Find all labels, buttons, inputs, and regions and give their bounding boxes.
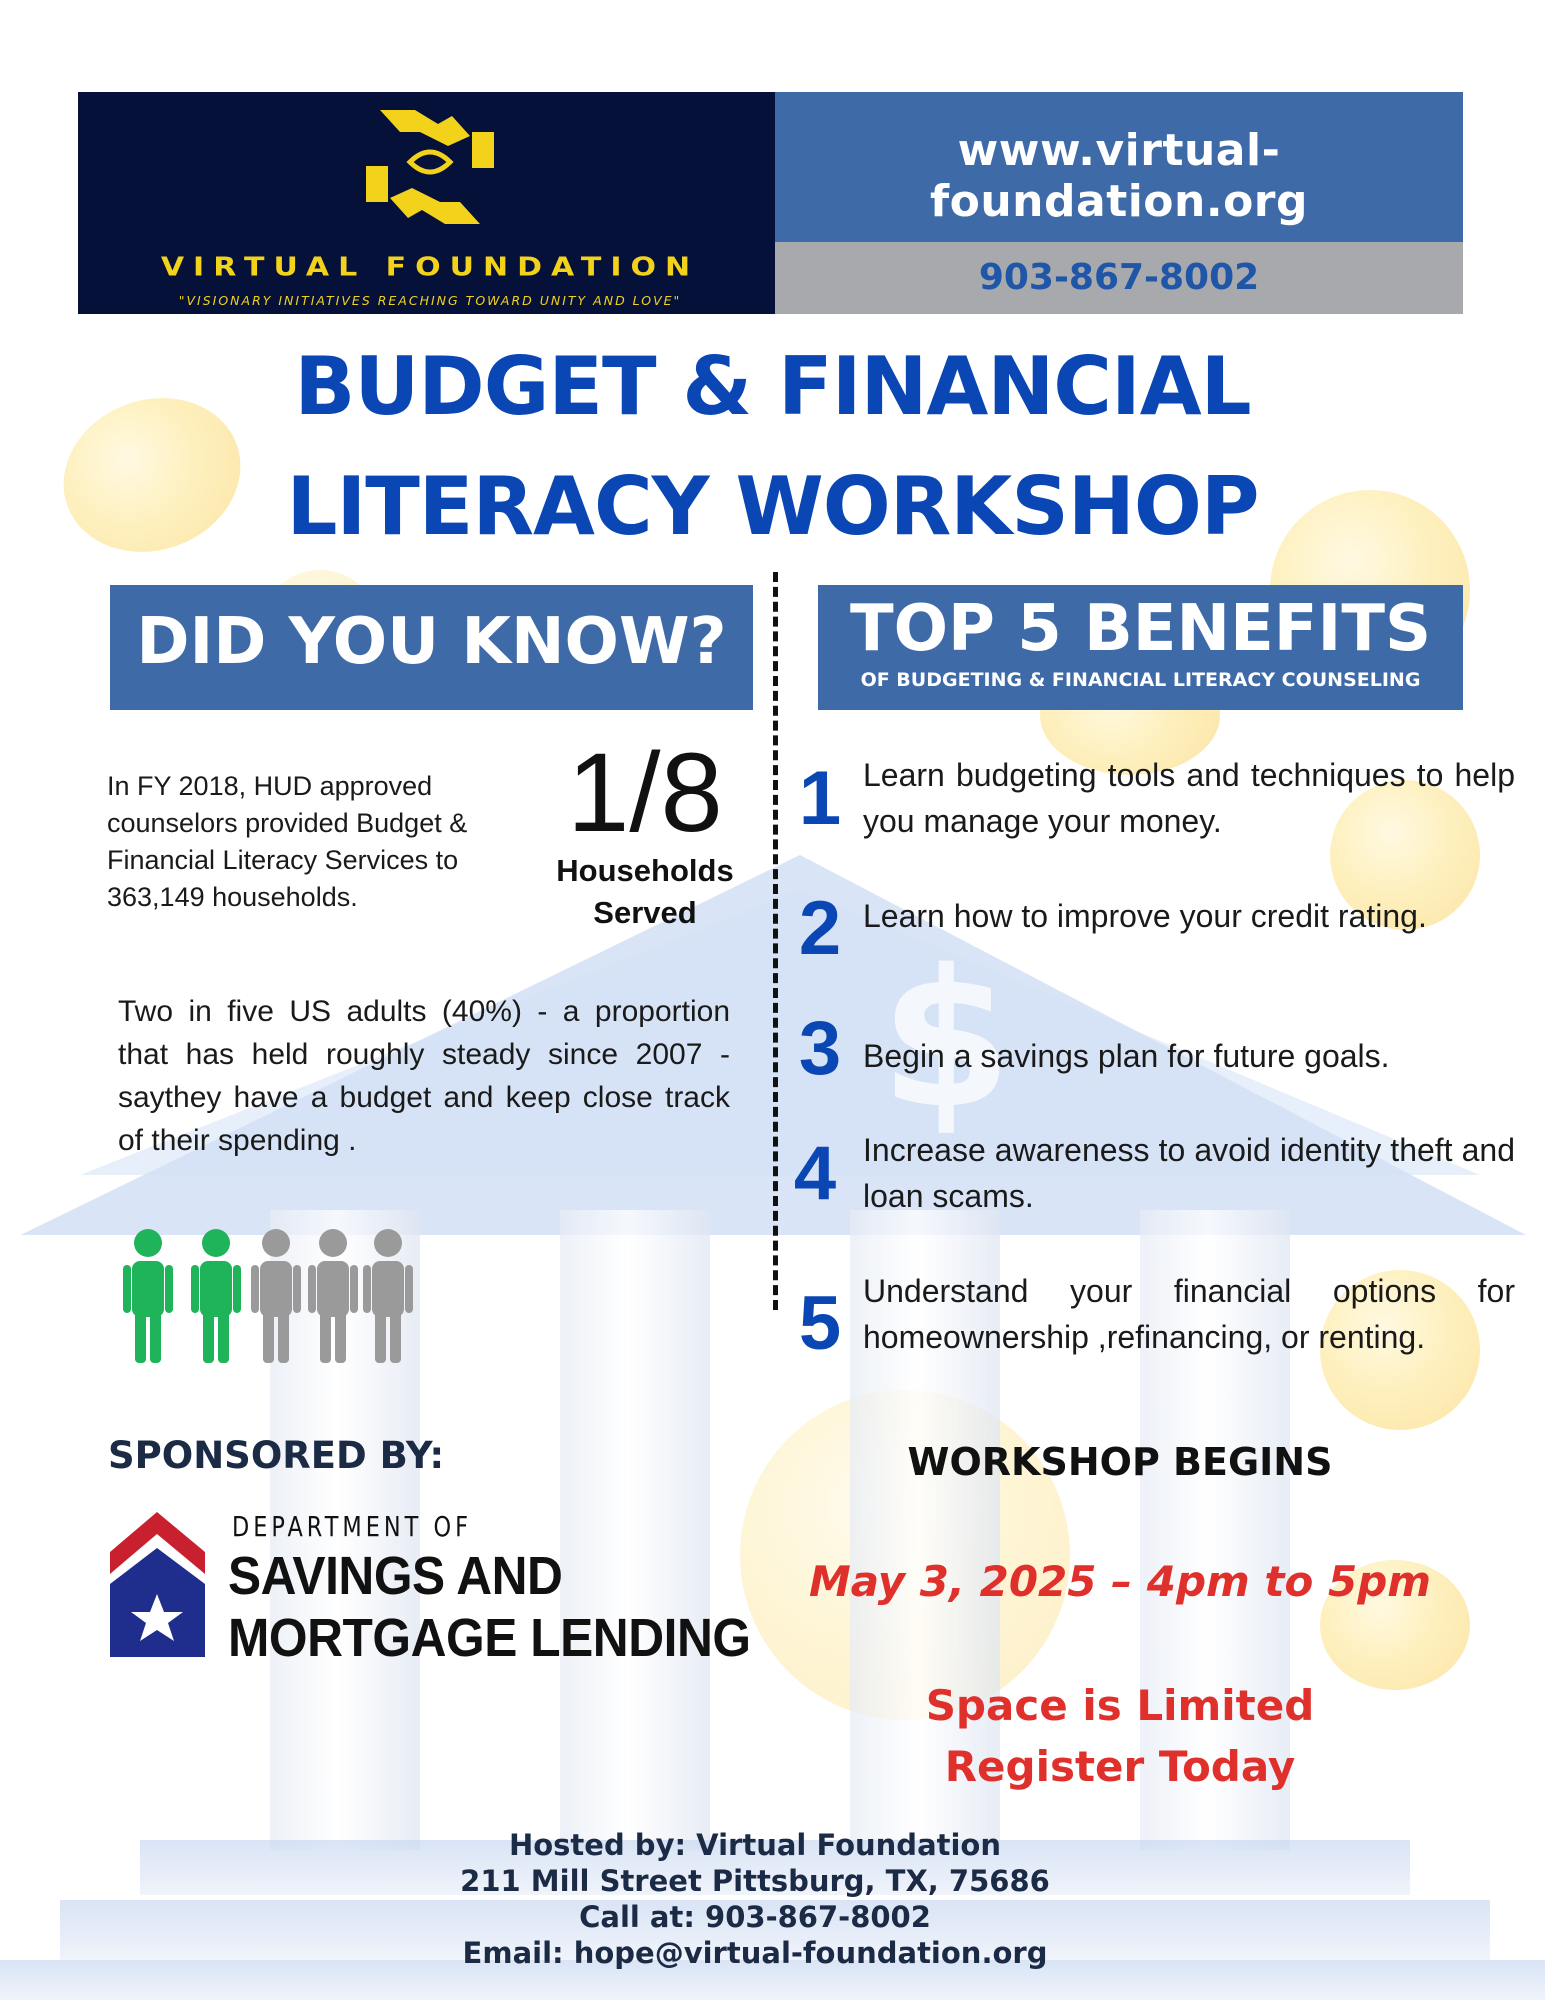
benefit-text-1: Learn budgeting tools and techniques to help you manage your money.: [863, 757, 1515, 839]
register-today-text[interactable]: Register Today: [944, 1742, 1296, 1791]
page-title-line2: LITERACY WORKSHOP: [286, 460, 1259, 553]
benefits-heading: TOP 5 BENEFITS: [849, 592, 1432, 666]
space-limited-text: Space is Limited: [925, 1681, 1315, 1730]
benefit-number-4: 4: [793, 1131, 837, 1216]
org-tagline: "VISIONARY INITIATIVES REACHING TOWARD UNITY AND LOVE": [178, 293, 682, 308]
footer-email[interactable]: Email: hope@virtual-foundation.org: [462, 1936, 1048, 1970]
registration-notice: [830, 1675, 1410, 1797]
svg-text:$: $: [880, 929, 1013, 1150]
page-title-line1: BUDGET & FINANCIAL: [294, 340, 1251, 433]
person-icon: [308, 1229, 358, 1363]
fraction-label: [530, 850, 760, 934]
bank-pillar: [560, 1210, 710, 1850]
dept-name-line2: MORTGAGE LENDING: [228, 1608, 751, 1668]
benefit-number-1: 1: [798, 756, 842, 841]
fact-budget-adults: Two in five US adults (40%) - a proportion that has held roughly steady since 2007 - saythey have a budget and keep close track of their spending .: [118, 995, 730, 1157]
person-icon: [251, 1229, 301, 1363]
footer-address: 211 Mill Street Pittsburg, TX, 75686: [460, 1864, 1050, 1898]
fraction-stat: 1/8: [567, 730, 723, 855]
dept-house-logo-icon: [110, 1512, 205, 1657]
footer-phone[interactable]: Call at: 903-867-8002: [579, 1900, 931, 1934]
website-link[interactable]: www.virtual-foundation.org: [929, 125, 1308, 227]
benefit-text-3: Begin a savings plan for future goals.: [863, 1038, 1390, 1074]
footer-hosted: Hosted by: Virtual Foundation: [508, 1828, 1002, 1862]
person-icon: [363, 1229, 413, 1363]
benefit-text-5: Understand your financial options for homeownership ,refinancing, or renting.: [863, 1273, 1515, 1355]
did-you-know-heading: DID YOU KNOW?: [136, 605, 727, 679]
benefit-text-2: Learn how to improve your credit rating.: [863, 898, 1427, 934]
benefits-subheading: OF BUDGETING & FINANCIAL LITERACY COUNSELING: [860, 669, 1421, 691]
column-divider: [773, 572, 778, 1310]
header-phone[interactable]: 903-867-8002: [978, 257, 1260, 298]
benefit-number-2: 2: [798, 886, 842, 971]
workshop-begins-label: WORKSHOP BEGINS: [907, 1440, 1333, 1484]
dept-name: [228, 1545, 751, 1669]
fact-hud: In FY 2018, HUD approved counselors provided Budget & Financial Literacy Services to 363,149 households.: [107, 771, 468, 912]
benefit-number-5: 5: [798, 1281, 842, 1366]
people-icons: [118, 1225, 428, 1365]
handshake-logo-icon: [360, 102, 500, 232]
dept-prefix: DEPARTMENT OF: [232, 1510, 472, 1543]
dept-name-line1: SAVINGS AND: [228, 1546, 563, 1606]
sponsored-by-label: SPONSORED BY:: [108, 1434, 445, 1477]
org-name: VIRTUAL FOUNDATION: [160, 252, 700, 283]
benefit-number-3: 3: [798, 1006, 842, 1091]
workshop-date: May 3, 2025 – 4pm to 5pm: [808, 1557, 1432, 1606]
footer-contact: [300, 1827, 1210, 1971]
person-icon-highlighted: [123, 1229, 173, 1363]
fraction-label-line1: Households: [556, 853, 734, 888]
person-icon-highlighted: [191, 1229, 241, 1363]
benefit-text-4: Increase awareness to avoid identity theft and loan scams.: [863, 1132, 1515, 1214]
fraction-label-line2: Served: [593, 895, 697, 930]
